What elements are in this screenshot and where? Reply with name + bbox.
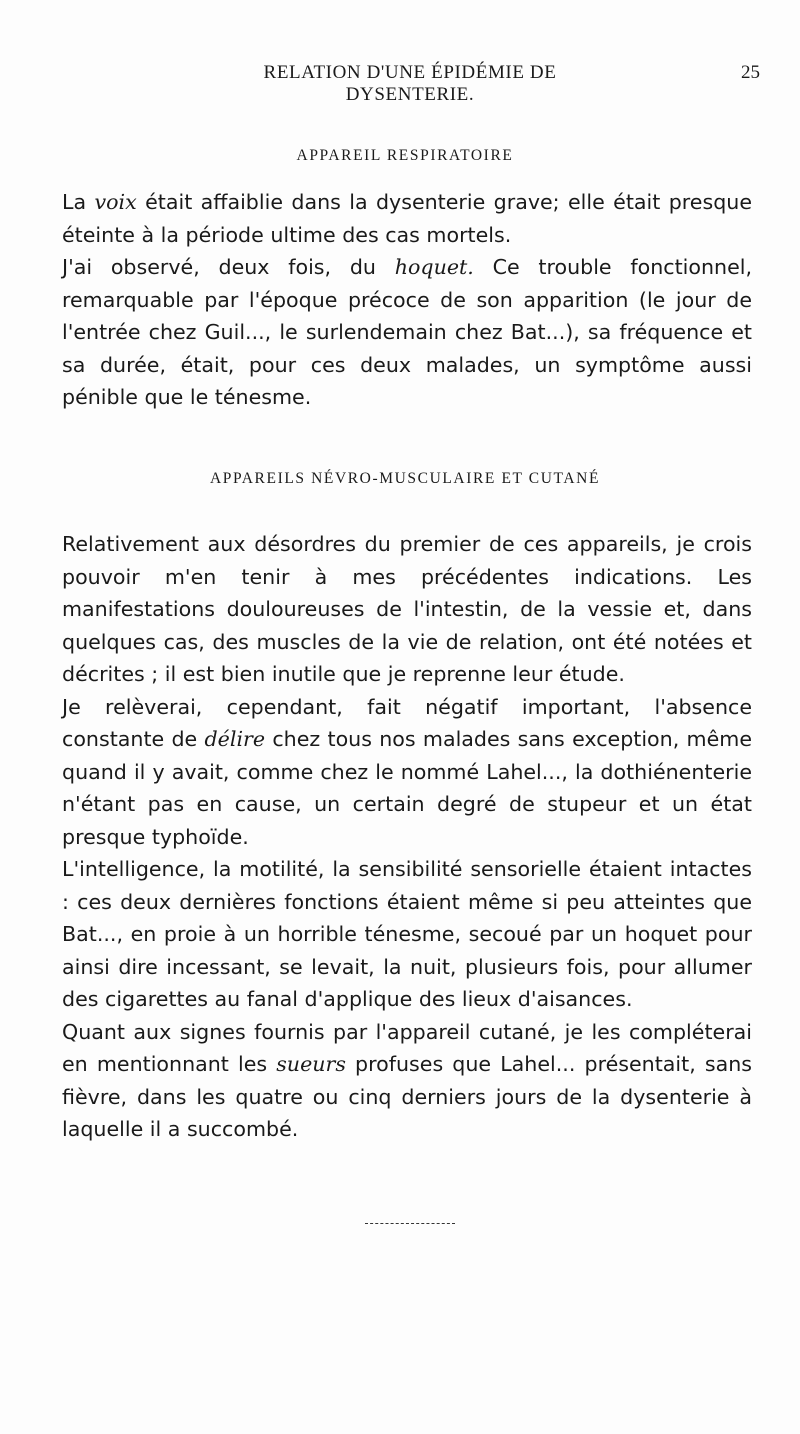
end-rule [365, 1223, 455, 1224]
emphasis-term: hoquet. [394, 255, 474, 279]
paragraph: L'intelligence, la motilité, la sensibilité sensorielle étaient intactes : ces deux dernières fonctions étaient même si peu atteintes que Bat..., en proie à un horrible ténesme, secoué par un hoquet pour ainsi dire incessant, se levait, la nuit, plusieurs fois, pour allumer des cigarettes au fanal d'applique des lieux d'aisances. [62, 857, 752, 1011]
page-number: 25 [741, 62, 760, 83]
emphasis-term: sueurs [276, 1052, 346, 1076]
running-head [60, 62, 760, 105]
running-title: RELATION D'UNE ÉPIDÉMIE DE DYSENTERIE. [263, 62, 557, 105]
section-body-respiratoire [62, 186, 752, 414]
emphasis-term: délire [204, 727, 266, 751]
section-heading-respiratoire: APPAREIL RESPIRATOIRE [296, 147, 514, 164]
paragraph: La voix était affaiblie dans la dysenterie grave; elle était presque éteinte à la période ultime des cas mortels. [62, 190, 753, 247]
emphasis-term: voix [94, 190, 137, 214]
paragraph: Relativement aux désordres du premier de ces appareils, je crois pouvoir m'en tenir à mes précédentes indications. Les manifestations douloureuses de l'intestin, de la vessie et, dans quelques cas, des muscles de la vie de relation, ont été notées et décrites ; il est bien inutile que je reprenne leur étude. [62, 532, 752, 686]
section-heading-nevro-musculaire: APPAREILS NÉVRO-MUSCULAIRE ET CUTANÉ [209, 470, 601, 487]
paragraph: J'ai observé, deux fois, du hoquet. Ce trouble fonctionnel, remarquable par l'époque précoce de son apparition (le jour de l'entrée chez Guil..., le surlendemain chez Bat...), sa fréquence et sa durée, était, pour ces deux malades, un symptôme aussi pénible que le ténesme. [62, 255, 753, 409]
section-body-nevro-musculaire [62, 528, 752, 1146]
paragraph: Je relèverai, cependant, fait négatif important, l'absence constante de délire chez tous nos malades sans exception, même quand il y avait, comme chez le nommé Lahel..., la dothiénenterie n'étant pas en cause, un certain degré de stupeur et un état presque typhoïde. [62, 694, 752, 849]
paragraph: Quant aux signes fournis par l'appareil cutané, je les compléterai en mentionnant les sueurs profuses que Lahel... présentait, sans fièvre, dans les quatre ou cinq derniers jours de la dysenterie à laquelle il a succombé. [62, 1019, 752, 1141]
